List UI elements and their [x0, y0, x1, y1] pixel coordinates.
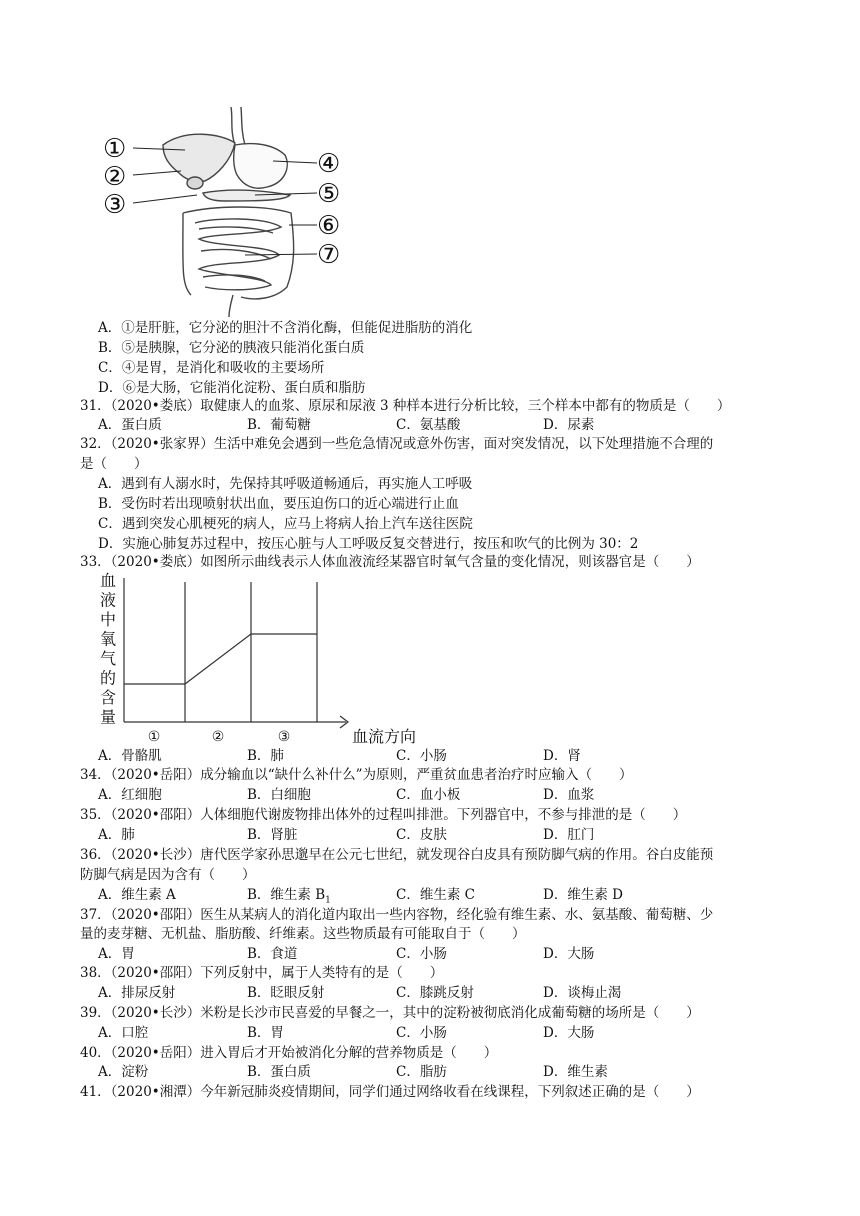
q31-option-b: B．葡萄糖 — [247, 417, 311, 433]
q30-option-b: B．⑤是胰腺，它分泌的胰液只能消化蛋白质 — [98, 340, 365, 356]
q34-option-b: B．白细胞 — [247, 787, 311, 803]
region-1: ① — [147, 729, 161, 745]
q36-option-a: A．维生素 A — [98, 887, 176, 903]
q37-option-d: D．大肠 — [543, 946, 595, 962]
q31-option-d: D．尿素 — [543, 417, 595, 433]
label-7: ⑦ — [317, 240, 341, 270]
q33-stem: 33．（2020•娄底）如图所示曲线表示人体血液流经某器官时氧气含量的变化情况，则该器官是（ ） — [80, 554, 700, 570]
q36-option-d: D．维生素 D — [543, 887, 623, 903]
q38-option-a: A．排尿反射 — [98, 985, 176, 1001]
q34-stem: 34．（2020•岳阳）成分输血以“缺什么补什么”为原则，严重贫血患者治疗时应输入（ ） — [80, 767, 633, 783]
q36-option-b-text: B．维生素 B — [247, 887, 326, 903]
y-axis-label-char: 氧 — [100, 629, 117, 649]
q38-option-c: C．膝跳反射 — [396, 985, 474, 1001]
q35-option-d: D．肛门 — [543, 827, 595, 843]
q36-option-b-subscript: 1 — [325, 895, 331, 906]
q41-stem: 41．（2020•湘潭）今年新冠肺炎疫情期间，同学们通过网络收看在线课程，下列叙述正确的是（ ） — [80, 1084, 700, 1100]
q30-option-a: A．①是肝脏，它分泌的胆汁不含消化酶，但能促进脂肪的消化 — [98, 320, 473, 336]
q36-stem-line2: 防脚气病是因为含有（ ） — [80, 867, 256, 883]
label-1: ① — [103, 134, 127, 164]
q39-option-a: A．口腔 — [98, 1025, 149, 1041]
q34-option-d: D．血浆 — [543, 787, 595, 803]
q32-stem-line2: 是（ ） — [80, 456, 148, 472]
q35-option-b: B．肾脏 — [247, 827, 298, 843]
q37-option-a: A．胃 — [98, 946, 135, 962]
q33-option-b: B．肺 — [247, 748, 284, 764]
q40-option-b: B．蛋白质 — [247, 1064, 311, 1080]
q31-option-a: A．蛋白质 — [98, 417, 162, 433]
label-6: ⑥ — [317, 211, 341, 241]
q36-stem-line1: 36．（2020•长沙）唐代医学家孙思邈早在公元七世纪，就发现谷白皮具有预防脚气病的作用。谷白皮能预 — [80, 847, 714, 863]
q32-stem-line1: 32．（2020•张家界）生活中难免会遇到一些危急情况或意外伤害，面对突发情况，以下处理措施不合理的 — [80, 436, 714, 452]
q38-stem: 38．（2020•邵阳）下列反射中，属于人类特有的是（ ） — [80, 965, 444, 981]
q31-stem: 31．（2020•娄底）取健康人的血浆、原尿和尿液 3 种样本进行分析比较，三个样本中都有的物质是（ ） — [80, 398, 731, 414]
q33-option-c: C．小肠 — [396, 748, 447, 764]
oxygen-chart — [96, 570, 426, 748]
q39-option-c: C．小肠 — [396, 1025, 447, 1041]
q33-option-a: A．骨骼肌 — [98, 748, 162, 764]
q34-option-c: C．血小板 — [396, 787, 461, 803]
y-axis-label-char: 的 — [100, 668, 117, 688]
q39-stem: 39．（2020•长沙）米粉是长沙市民喜爱的早餐之一，其中的淀粉被彻底消化成葡萄糖的场所是（ ） — [80, 1005, 700, 1021]
q35-option-a: A．肺 — [98, 827, 135, 843]
label-2: ② — [103, 162, 127, 192]
q37-option-b: B．食道 — [247, 946, 298, 962]
y-axis-label-char: 气 — [100, 649, 117, 668]
q37-option-c: C．小肠 — [396, 946, 447, 962]
region-2: ② — [211, 729, 225, 745]
q40-option-c: C．脂肪 — [396, 1064, 447, 1080]
y-axis-label-char: 含 — [100, 688, 117, 707]
q32-option-d: D．实施心肺复苏过程中，按压心脏与人工呼吸反复交替进行，按压和吹气的比例为 30：2 — [98, 536, 639, 552]
q33-option-d: D．肾 — [543, 748, 581, 764]
q40-stem: 40．（2020•岳阳）进入胃后才开始被消化分解的营养物质是（ ） — [80, 1045, 498, 1061]
label-4: ④ — [317, 149, 341, 179]
digestive-system-figure — [95, 105, 365, 320]
y-axis-label-char: 量 — [100, 707, 117, 727]
q32-option-c: C．遇到突发心肌梗死的病人，应马上将病人抬上汽车送往医院 — [98, 516, 473, 532]
q30-option-c: C．④是胃，是消化和吸收的主要场所 — [98, 360, 325, 376]
q37-stem-line2: 量的麦芽糖、无机盐、脂肪酸、纤维素。这些物质最有可能取自于（ ） — [80, 926, 526, 942]
label-3: ③ — [103, 190, 127, 220]
region-3: ③ — [277, 729, 291, 745]
x-axis-label: 血流方向 — [352, 727, 417, 746]
q30-option-d: D．⑥是大肠，它能消化淀粉、蛋白质和脂肪 — [98, 380, 366, 396]
q34-option-a: A．红细胞 — [98, 787, 162, 803]
q37-stem-line1: 37．（2020•邵阳）医生从某病人的消化道内取出一些内容物，经化验有维生素、水、氨基酸、葡萄糖、少 — [80, 907, 714, 923]
q39-option-b: B．胃 — [247, 1025, 284, 1041]
q31-option-c: C．氨基酸 — [396, 417, 461, 433]
label-5: ⑤ — [317, 179, 341, 209]
q36-option-c: C．维生素 C — [396, 887, 475, 903]
q32-option-b: B．受伤时若出现喷射状出血，要压迫伤口的近心端进行止血 — [98, 496, 459, 512]
q32-option-a: A．遇到有人溺水时，先保持其呼吸道畅通后，再实施人工呼吸 — [98, 476, 473, 492]
q38-option-b: B．眨眼反射 — [247, 985, 325, 1001]
y-axis-label-char: 液 — [100, 590, 117, 610]
y-axis-label-char: 血 — [100, 571, 117, 590]
q40-option-d: D．维生素 — [543, 1064, 608, 1080]
q40-option-a: A．淀粉 — [98, 1064, 149, 1080]
q35-option-c: C．皮肤 — [396, 827, 447, 843]
oxygen-curve — [124, 634, 317, 684]
y-axis-label-char: 中 — [100, 610, 117, 629]
q38-option-d: D．谈梅止渴 — [543, 985, 622, 1001]
q35-stem: 35．（2020•邵阳）人体细胞代谢废物排出体外的过程叫排泄。下列器官中，不参与排泄的是（ ） — [80, 807, 687, 823]
q39-option-d: D．大肠 — [543, 1025, 595, 1041]
